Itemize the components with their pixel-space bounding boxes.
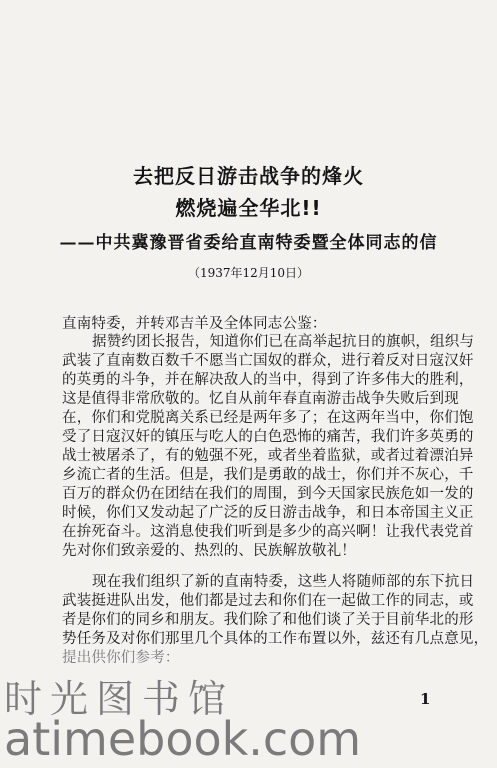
body-line: 在拚死奋斗。这消息使我们听到是多少的高兴啊！让我代表党首 <box>62 524 474 540</box>
salutation: 直南特委，并转邓吉羊及全体同志公鉴： <box>62 316 327 332</box>
page-number: 1 <box>420 690 431 708</box>
body-line: 战士被屠杀了，有的勉强不死，或者坐着监狱，或者过着漂泊异 <box>62 448 474 464</box>
date: （1937年12月10日） <box>187 266 310 280</box>
title-line-1: 去把反日游击战争的烽火 <box>133 164 364 188</box>
body-line: 乡流亡者的生活。但是，我们是勇敢的战士，你们并不灰心，千 <box>62 467 474 483</box>
body-line: 的英勇的斗争，并在解决敌人的当中，得到了许多伟大的胜利， <box>62 372 474 388</box>
body-line: 武装了直南数百数千不愿当亡国奴的群众，进行着反对日寇汉奸 <box>62 353 474 369</box>
body-line: 百万的群众仍在团结在我们的周围，到今天国家民族危如一发的 <box>62 486 474 502</box>
body-line: 武装挺进队出发，他们都是过去和你们在一起做工作的同志，或 <box>62 593 474 609</box>
body-line: 者是你们的同乡和朋友。我们除了和他们谈了关于目前华北的形 <box>62 612 474 628</box>
title-line-2: 燃烧遍全华北!! <box>175 196 322 220</box>
body-line: 据赞约团长报告，知道你们已在高举起抗日的旗帜，组织与 <box>92 334 475 350</box>
body-line: 势任务及对你们那里几个具体的工作布置以外，兹还有几点意见， <box>62 631 489 647</box>
body-line: 先对你们致亲爱的、热烈的、民族解放敬礼！ <box>62 543 356 559</box>
watermark-url: atimebook.com <box>4 712 362 766</box>
body-line: 受了日寇汉奸的镇压与吃人的白色恐怖的痛苦，我们许多英勇的 <box>62 429 474 445</box>
subtitle: ——中共冀豫晋省委给直南特委暨全体同志的信 <box>59 233 438 253</box>
body-line: 提出供你们参考： <box>62 650 180 666</box>
watermark-text: 时光图书馆 <box>4 677 235 721</box>
body-line: 在，你们和党脱离关系已经是两年多了；在这两年当中，你们饱 <box>62 410 474 426</box>
body-line: 时候，你们又发动起了广泛的反日游击战争，和日本帝国主义正 <box>62 505 474 521</box>
body-line: 这是值得非常欣敬的。忆自从前年春直南游击战争失败后到现 <box>62 391 459 407</box>
body-line: 现在我们组织了新的直南特委，这些人将随师部的东下抗日 <box>92 574 475 590</box>
